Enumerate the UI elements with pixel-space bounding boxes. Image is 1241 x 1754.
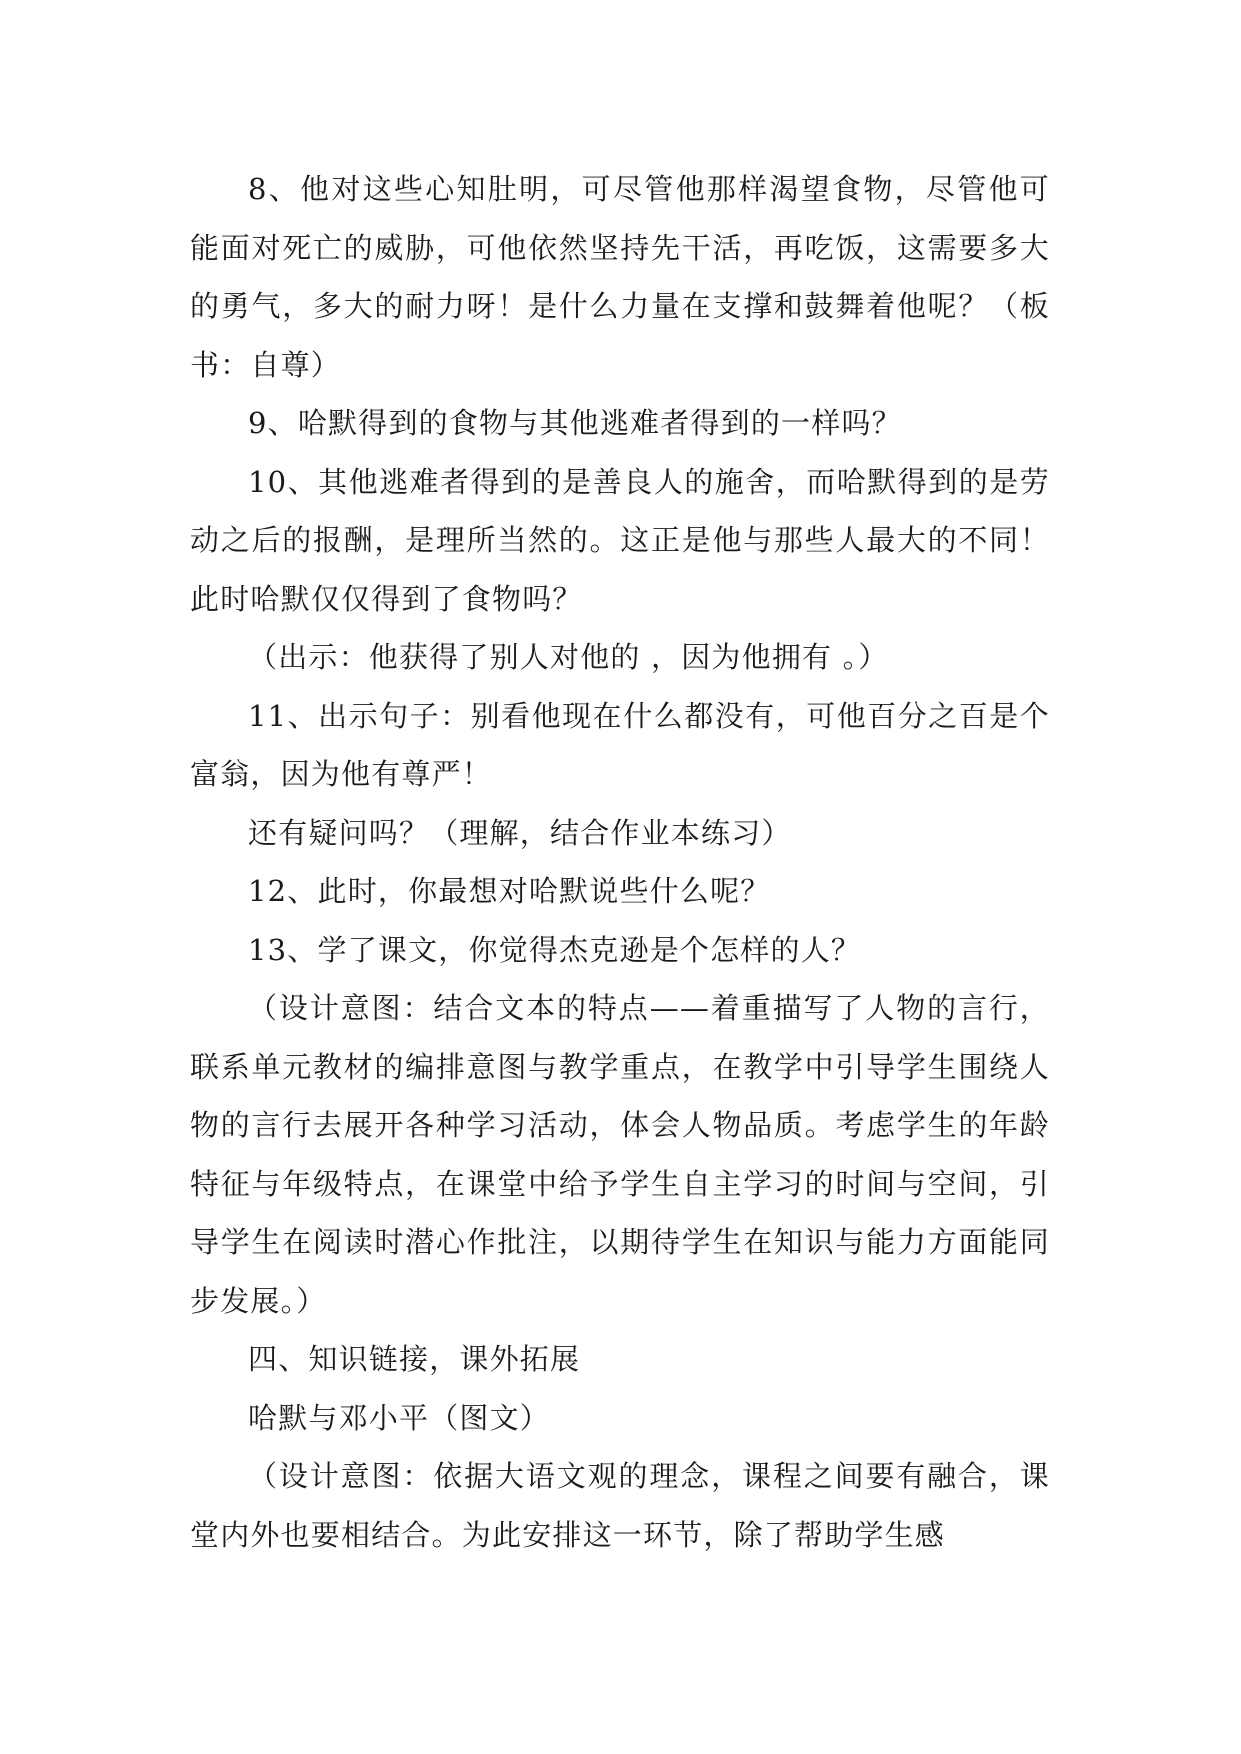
body-text bbox=[190, 160, 1050, 1564]
paragraph-11: 11、出示句子：别看他现在什么都没有，可他百分之百是个富翁，因为他有尊严！ bbox=[190, 698, 1050, 791]
design-intent-2: （设计意图：依据大语文观的理念，课程之间要有融合，课堂内外也要相结合。为此安排这一环节，除了帮助学生感 bbox=[190, 1459, 1050, 1552]
display-prompt: （出示：他获得了别人对他的 ，因为他拥有 。） bbox=[248, 640, 889, 674]
paragraph-8: 8、他对这些心知肚明，可尽管他那样渴望食物，尽管他可能面对死亡的威胁，可他依然坚持先干活，再吃饭，这需要多大的勇气，多大的耐力呀！是什么力量在支撑和鼓舞着他呢？（板书：自尊） bbox=[190, 172, 1050, 382]
paragraph-9: 9、哈默得到的食物与其他逃难者得到的一样吗？ bbox=[248, 406, 902, 440]
paragraph-12: 12、此时，你最想对哈默说些什么呢？ bbox=[248, 874, 771, 908]
subsection-heading: 哈默与邓小平（图文） bbox=[248, 1400, 551, 1435]
design-intent-1: （设计意图：结合文本的特点——着重描写了人物的言行，联系单元教材的编排意图与教学重点，在教学中引导学生围绕人物的言行去展开各种学习活动，体会人物品质。考虑学生的年龄特征与年级特点，在课堂中给予学生自主学习的时间与空间，引导学生在阅读时潜心作批注，以期待学生在知识与能力方面能同步发展。） bbox=[190, 991, 1050, 1318]
paragraph-13: 13、学了课文，你觉得杰克逊是个怎样的人？ bbox=[248, 932, 862, 967]
section-heading: 四、知识链接，课外拓展 bbox=[248, 1342, 581, 1376]
question-prompt: 还有疑问吗？（理解，结合作业本练习） bbox=[248, 815, 792, 850]
paragraph-10: 10、其他逃难者得到的是善良人的施舍，而哈默得到的是劳动之后的报酬，是理所当然的。这正是他与那些人最大的不同！此时哈默仅仅得到了食物吗？ bbox=[190, 464, 1050, 616]
